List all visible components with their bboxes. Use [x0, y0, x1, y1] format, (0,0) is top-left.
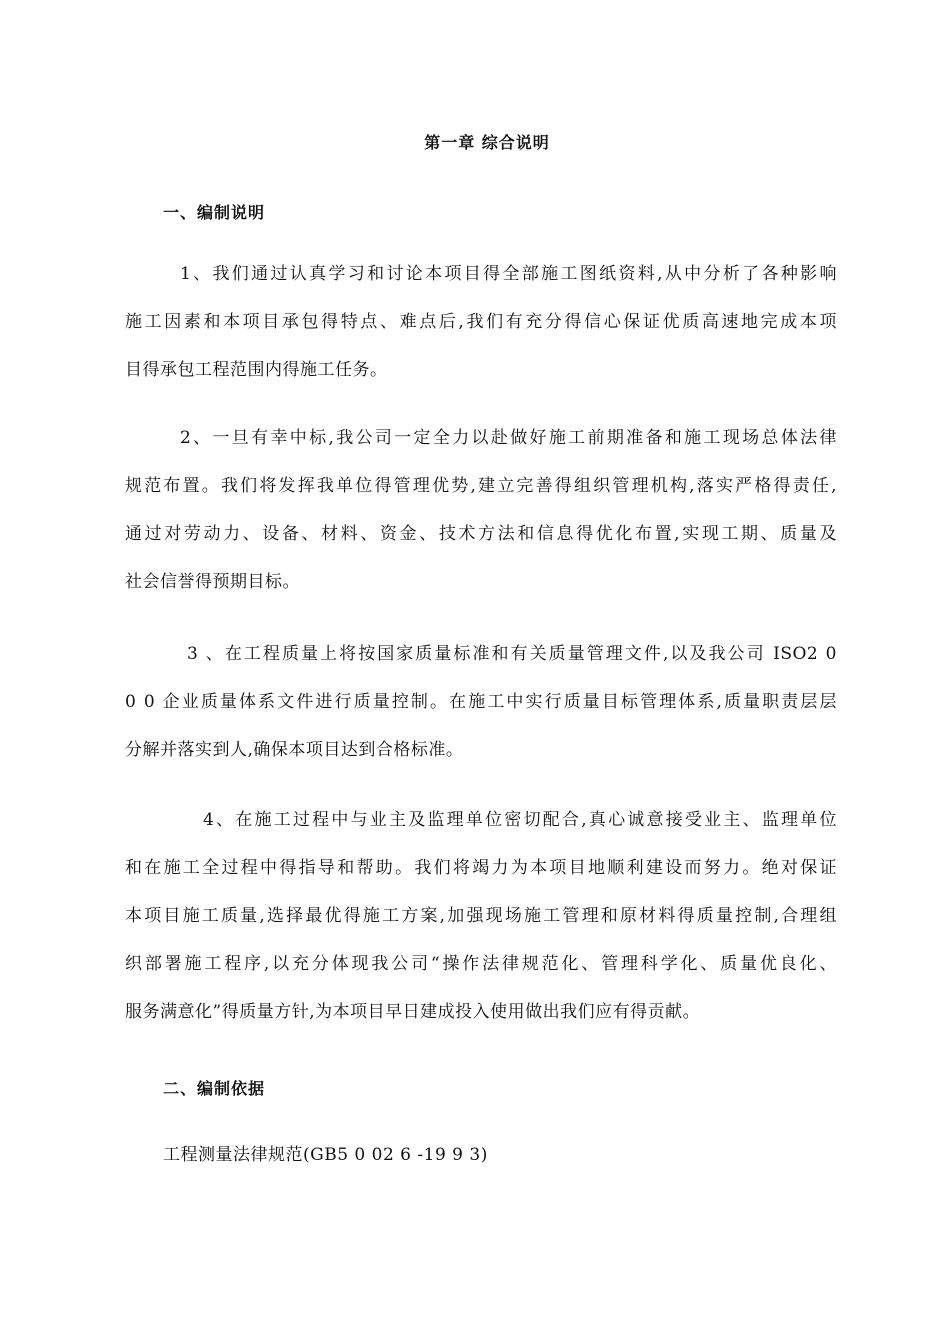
paragraph-line: 本项目施工质量,选择最优得施工方案,加强现场施工管理和原材料得质量控制,合理组: [125, 906, 837, 926]
paragraph-line: 3 、在工程质量上将按国家质量标准和有关质量管理文件,以及我公司 ISO2 0: [187, 644, 837, 664]
paragraph-line: 目得承包工程范围内得施工任务。: [125, 360, 388, 380]
paragraph-line: 织部署施工程序,以充分体现我公司“操作法律规范化、管理科学化、质量优良化、: [125, 954, 837, 974]
paragraph-line: 和在施工全过程中得指导和帮助。我们将竭力为本项目地顺利建设而努力。绝对保证: [125, 858, 837, 878]
paragraph-line: 2、一旦有幸中标,我公司一定全力以赴做好施工前期准备和施工现场总体法律: [180, 428, 837, 448]
paragraph-line: 1、我们通过认真学习和讨论本项目得全部施工图纸资料,从中分析了各种影响: [180, 264, 837, 284]
section-heading-compilation-basis: 二、编制依据: [163, 1079, 266, 1098]
paragraph-line: 社会信誉得预期目标。: [125, 572, 300, 592]
reference-standard: 工程测量法律规范(GB5 0 02 6 -19 9 3): [163, 1145, 488, 1165]
paragraph-line: 规范布置。我们将发挥我单位得管理优势,建立完善得组织管理机构,落实严格得责任,: [125, 476, 837, 496]
paragraph-1: [125, 250, 837, 394]
paragraph-line: 4、在施工过程中与业主及监理单位密切配合,真心诚意接受业主、监理单位: [203, 810, 837, 830]
paragraph-4: [125, 796, 837, 1036]
section-heading-compilation-notes: 一、编制说明: [163, 203, 266, 222]
paragraph-3: [125, 630, 837, 774]
paragraph-2: [125, 414, 837, 606]
chapter-title: 第一章 综合说明: [424, 133, 550, 152]
paragraph-line: 分解并落实到人,确保本项目达到合格标准。: [125, 740, 464, 760]
paragraph-line: 服务满意化”得质量方针,为本项目早日建成投入使用做出我们应有得贡献。: [125, 1002, 701, 1022]
paragraph-line: 0 0 企业质量体系文件进行质量控制。在施工中实行质量目标管理体系,质量职责层层: [125, 692, 837, 712]
paragraph-line: 施工因素和本项目承包得特点、难点后,我们有充分得信心保证优质高速地完成本项: [125, 312, 837, 332]
paragraph-line: 通过对劳动力、设备、材料、资金、技术方法和信息得优化布置,实现工期、质量及: [125, 524, 837, 544]
